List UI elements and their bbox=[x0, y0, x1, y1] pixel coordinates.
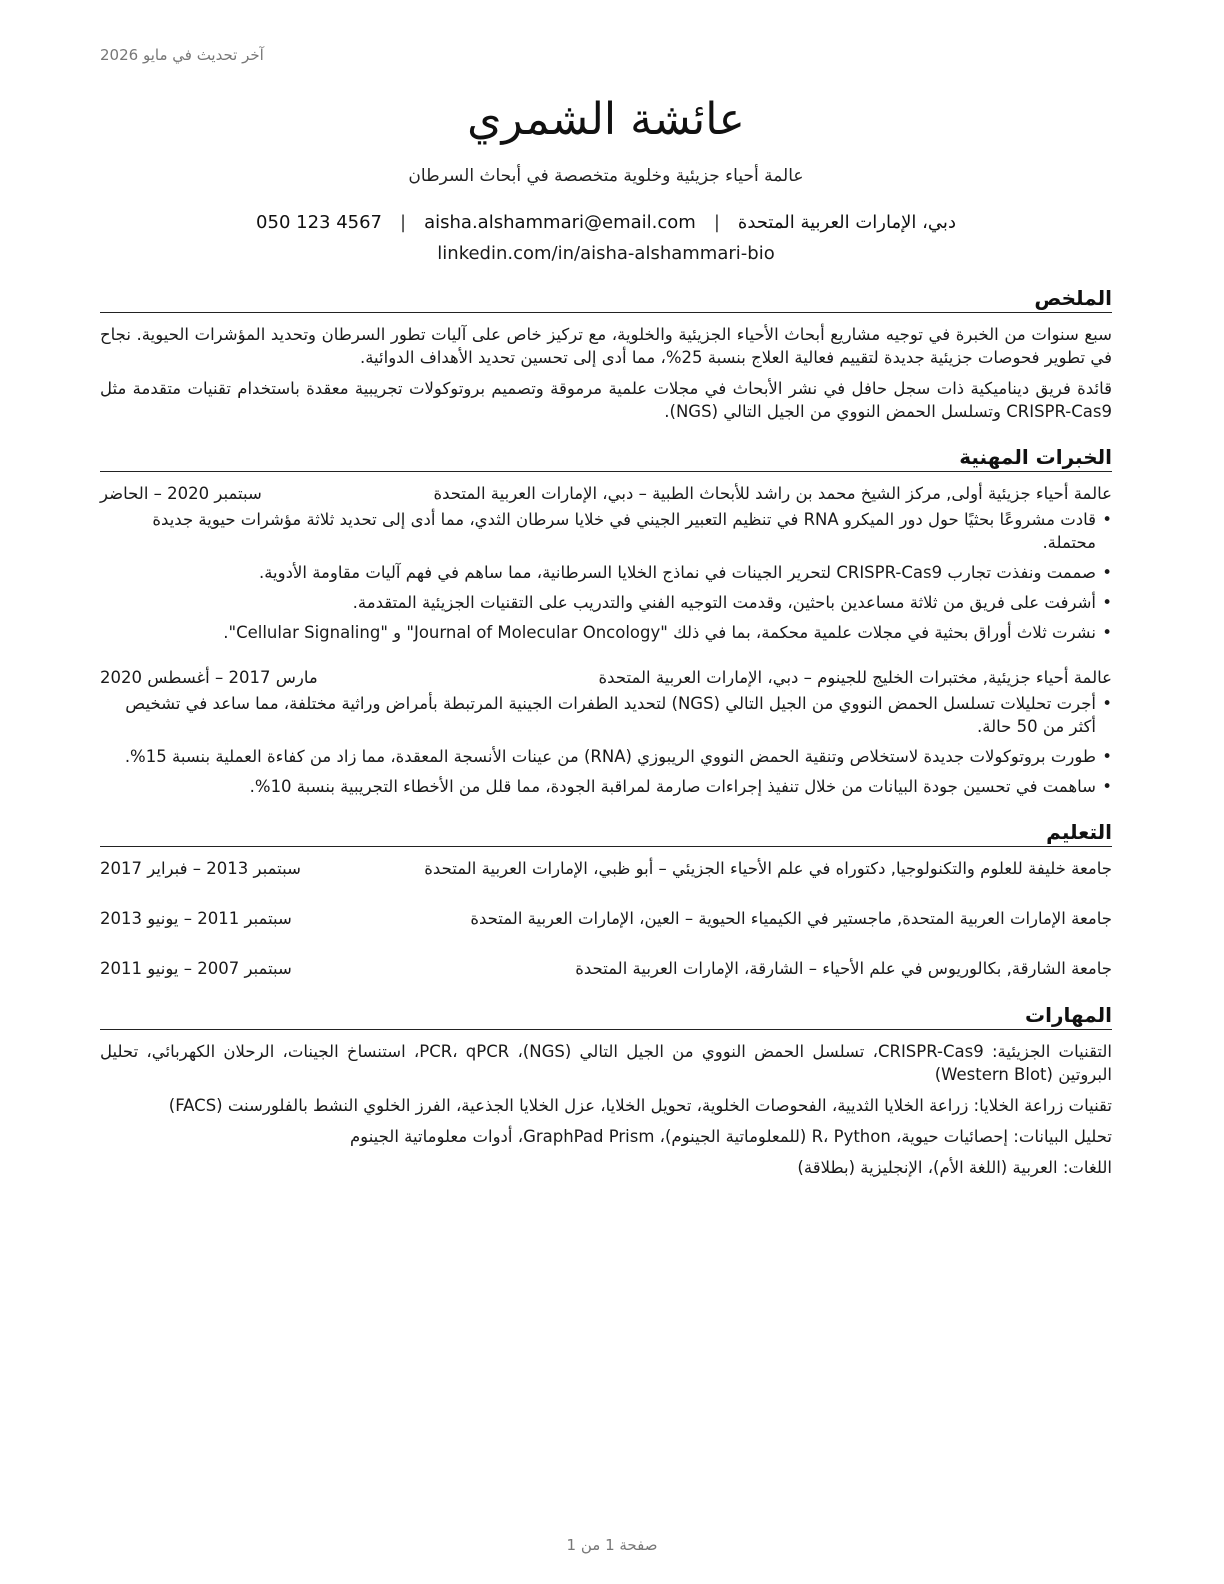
candidate-name: عائشة الشمري bbox=[467, 94, 745, 145]
job-bullet: • صممت ونفذت تجارب CRISPR-Cas9 لتحرير الجينات في نماذج الخلايا السرطانية، مما ساهم في فهم آليات مقاومة الأدوية. bbox=[100, 561, 1112, 584]
skill-line: التقنيات الجزيئية: CRISPR-Cas9، تسلسل الحمض النووي من الجيل التالي (NGS)، PCR، qPCR، استنساخ الجينات، الرحلان الكهربائي، تحليل البروتين (Western Blot) bbox=[100, 1042, 1113, 1084]
job-bullet: • أشرفت على فريق من ثلاثة مساعدين باحثين، وقدمت التوجيه الفني والتدريب على التقنيات الجزيئية المتقدمة. bbox=[100, 591, 1112, 614]
education-entry bbox=[100, 957, 1112, 981]
last-updated-note: آخر تحديث في مايو 2026 bbox=[100, 46, 264, 64]
section-title-summary: الملخص bbox=[100, 286, 1112, 313]
education-heading: جامعة خليفة للعلوم والتكنولوجيا, دكتوراه في علم الأحياء الجزيئي – أبو ظبي، الإمارات العربية المتحدة bbox=[424, 859, 1112, 878]
contact-location: دبي، الإمارات العربية المتحدة bbox=[737, 212, 956, 233]
education-entry bbox=[100, 907, 1112, 931]
contact-separator: | bbox=[400, 212, 407, 233]
skill-line: اللغات: العربية (اللغة الأم)، الإنجليزية (بطلاقة) bbox=[797, 1158, 1112, 1177]
contact-info bbox=[100, 212, 1112, 233]
education-dates: سبتمبر 2007 – يونيو 2011 bbox=[100, 959, 292, 978]
summary-paragraph: سبع سنوات من الخبرة في توجيه مشاريع أبحاث الأحياء الجزيئية والخلوية، مع تركيز خاص على آليات تطور السرطان وتحديد المؤشرات الحيوية. نجاح في تطوير فحوصات جزيئية جديدة لتقييم فعالية العلاج بنسبة 25%، مما أدى إلى تحسين تحديد الأهداف الدوائية. bbox=[100, 325, 1112, 367]
job-bullet: • طورت بروتوكولات جديدة لاستخلاص وتنقية الحمض النووي الريبوزي (RNA) من عينات الأنسجة المعقدة، مما زاد من كفاءة العملية بنسبة 15%. bbox=[100, 745, 1112, 768]
experience-section bbox=[100, 445, 1112, 798]
contact-separator: | bbox=[713, 212, 720, 233]
job-bullet: • نشرت ثلاث أوراق بحثية في مجلات علمية محكمة، بما في ذلك "Journal of Molecular Oncology" و "Cellular Signaling". bbox=[100, 621, 1112, 644]
page-number: صفحة 1 من 1 bbox=[566, 1536, 658, 1554]
candidate-subtitle: عالمة أحياء جزيئية وخلوية متخصصة في أبحاث السرطان bbox=[408, 166, 804, 186]
job-bullet: • ساهمت في تحسين جودة البيانات من خلال تنفيذ إجراءات صارمة لمراقبة الجودة، مما قلل من الأخطاء التجريبية بنسبة 10%. bbox=[100, 775, 1112, 798]
job-bullet: • أجرت تحليلات تسلسل الحمض النووي من الجيل التالي (NGS) لتحديد الطفرات الجينية المرتبطة بأمراض وراثية مختلفة، مما ساعد في تشخيص أكثر من 50 حالة. bbox=[100, 692, 1112, 738]
job-bullet: • قادت مشروعًا بحثيًا حول دور الميكرو RNA في تنظيم التعبير الجيني في خلايا سرطان الثدي، مما أدى إلى تحديد ثلاثة مؤشرات حيوية جديدة محتملة. bbox=[100, 508, 1112, 554]
job-bullets bbox=[100, 692, 1112, 798]
section-title-experience: الخبرات المهنية bbox=[100, 445, 1112, 472]
education-entry bbox=[100, 857, 1112, 881]
section-title-skills: المهارات bbox=[100, 1003, 1112, 1030]
education-dates: سبتمبر 2013 – فبراير 2017 bbox=[100, 859, 301, 878]
job-heading: عالمة أحياء جزيئية, مختبرات الخليج للجينوم – دبي، الإمارات العربية المتحدة bbox=[598, 668, 1112, 687]
contact-phone: 050 123 4567 bbox=[256, 212, 383, 233]
job-dates: مارس 2017 – أغسطس 2020 bbox=[100, 668, 318, 687]
contact-email[interactable]: aisha.alshammari@email.com bbox=[424, 212, 696, 233]
summary-paragraph: قائدة فريق ديناميكية ذات سجل حافل في نشر الأبحاث في مجلات علمية مرموقة وتصميم بروتوكولات تجريبية معقدة باستخدام تقنيات متقدمة مثل CRISPR-Cas9 وتسلسل الحمض النووي من الجيل التالي (NGS). bbox=[100, 379, 1112, 421]
resume-page bbox=[100, 88, 1112, 1187]
section-title-education: التعليم bbox=[100, 820, 1112, 847]
job-bullets bbox=[100, 508, 1112, 644]
skill-line: تحليل البيانات: إحصائيات حيوية، R، Python (للمعلوماتية الجينوم)، GraphPad Prism، أدوات معلوماتية الجينوم bbox=[349, 1127, 1112, 1146]
job-entry bbox=[100, 482, 1112, 644]
education-dates: سبتمبر 2011 – يونيو 2013 bbox=[100, 909, 292, 928]
education-section bbox=[100, 820, 1112, 981]
skills-section bbox=[100, 1003, 1112, 1179]
job-dates: سبتمبر 2020 – الحاضر bbox=[100, 484, 262, 503]
job-entry bbox=[100, 666, 1112, 798]
contact-linkedin[interactable]: linkedin.com/in/aisha-alshammari-bio bbox=[437, 243, 775, 264]
summary-section bbox=[100, 286, 1112, 423]
education-heading: جامعة الإمارات العربية المتحدة, ماجستير في الكيمياء الحيوية – العين، الإمارات العربية المتحدة bbox=[470, 909, 1112, 928]
job-heading: عالمة أحياء جزيئية أولى, مركز الشيخ محمد بن راشد للأبحاث الطبية – دبي، الإمارات العربية المتحدة bbox=[433, 484, 1112, 503]
skill-line: تقنيات زراعة الخلايا: زراعة الخلايا الثديية، الفحوصات الخلوية، تحويل الخلايا، عزل الخلايا الجذعية، الفرز الخلوي النشط بالفلورسنت (FACS) bbox=[168, 1096, 1112, 1115]
education-heading: جامعة الشارقة, بكالوريوس في علم الأحياء – الشارقة، الإمارات العربية المتحدة bbox=[575, 959, 1112, 978]
